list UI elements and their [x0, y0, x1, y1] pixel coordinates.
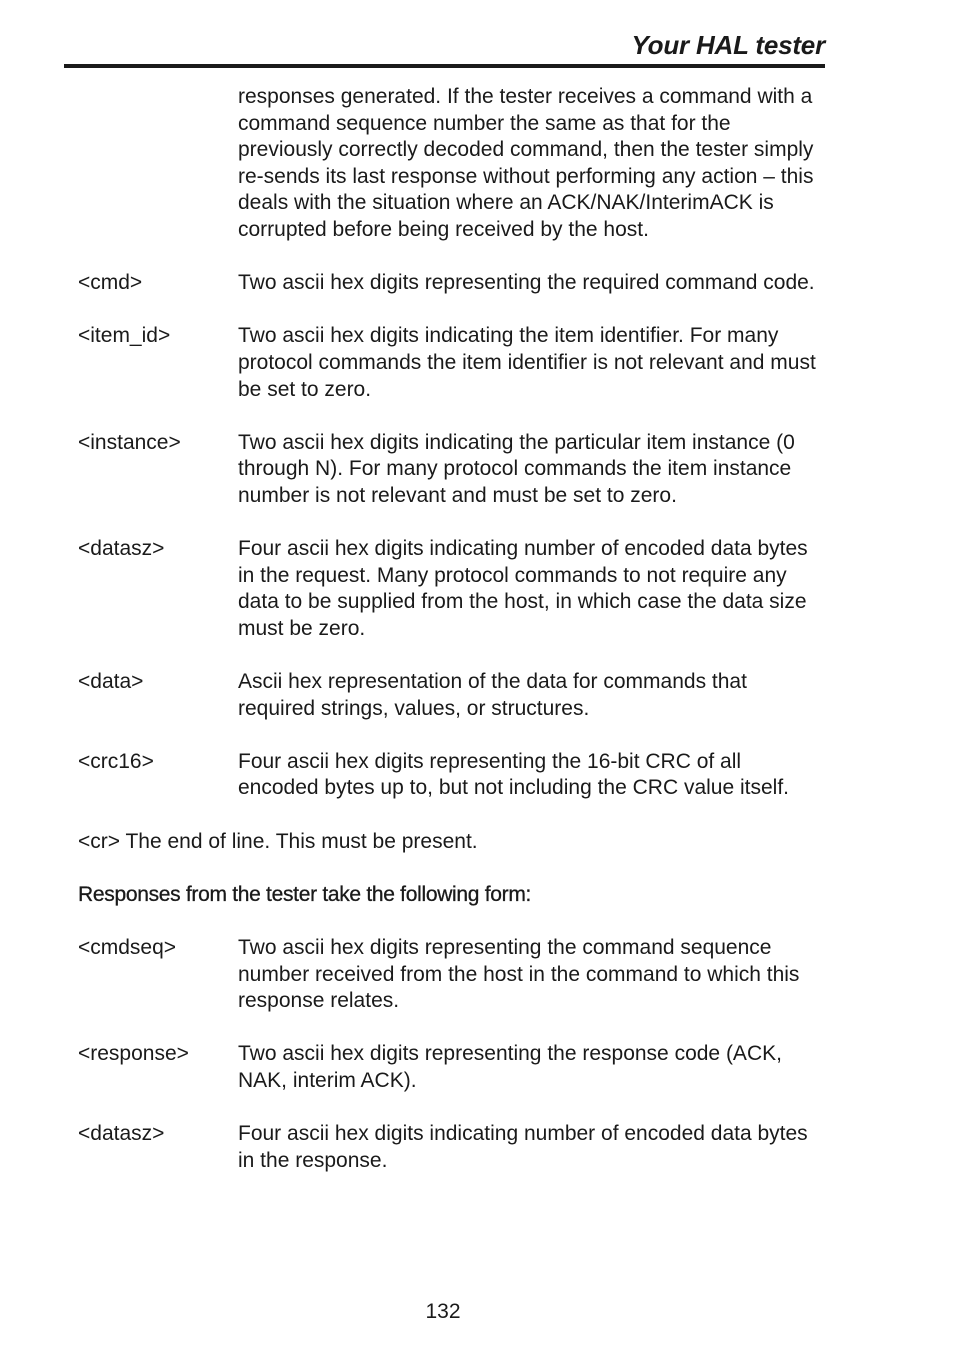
- def-desc: Two ascii hex digits indicating the particular item instance (0 through N). For many protocol commands the item instance number is not relevant and must be set to zero.: [238, 430, 795, 507]
- def-term: <datasz>: [78, 537, 165, 561]
- intro-continuation: responses generated. If the tester receives a command with a command sequence number the same as that for the previously correctly decoded command, then the tester simply re-sends its last response without performing any action – this deals with the situation where an ACK/NAK/InterimACK is corrupted before being received by the host.: [238, 85, 814, 241]
- def-desc: Two ascii hex digits indicating the item identifier. For many protocol commands the item identifier is not relevant and must be set to zero.: [238, 324, 816, 401]
- def-term: <cmd>: [78, 271, 143, 295]
- def-term: <data>: [78, 670, 144, 694]
- def-desc: Two ascii hex digits representing the required command code.: [238, 271, 815, 295]
- page-header-title: Your HAL tester: [631, 30, 825, 60]
- def-row-crc16: [78, 749, 818, 802]
- responses-heading: Responses from the tester take the following form:: [78, 882, 532, 906]
- def-row-cmdseq: [78, 935, 818, 1015]
- header-rule: [64, 64, 825, 68]
- page-content: [78, 84, 818, 1201]
- def-desc: Ascii hex representation of the data for commands that required strings, values, or structures.: [238, 670, 747, 720]
- def-row-data: [78, 669, 818, 722]
- def-row-datasz: [78, 536, 818, 642]
- def-row-response: [78, 1041, 818, 1094]
- cr-line: <cr> The end of line. This must be present.: [78, 829, 478, 853]
- page-number: 132: [425, 1300, 461, 1323]
- def-term: <response>: [78, 1042, 189, 1066]
- def-row-item-id: [78, 323, 818, 403]
- def-row-cmd: [78, 270, 818, 297]
- def-desc: Two ascii hex digits representing the response code (ACK, NAK, interim ACK).: [238, 1042, 782, 1092]
- def-term: <cmdseq>: [78, 936, 177, 959]
- def-term: <crc16>: [78, 749, 154, 773]
- def-term: <item_id>: [78, 324, 171, 348]
- def-desc: Four ascii hex digits indicating number of encoded data bytes in the request. Many protocol commands to not require any data to be supplied from the host, in which case the data size must be zero.: [238, 537, 808, 640]
- def-row-response-datasz: [78, 1121, 818, 1174]
- def-desc: Four ascii hex digits indicating number of encoded data bytes in the response.: [238, 1122, 808, 1172]
- def-term: <datasz>: [78, 1122, 165, 1146]
- def-row-instance: [78, 430, 818, 510]
- def-term: <instance>: [78, 430, 181, 454]
- def-desc: Two ascii hex digits representing the command sequence number received from the host in the command to which this response relates.: [238, 936, 800, 1013]
- def-desc: Four ascii hex digits representing the 16-bit CRC of all encoded bytes up to, but not including the CRC value itself.: [238, 749, 790, 800]
